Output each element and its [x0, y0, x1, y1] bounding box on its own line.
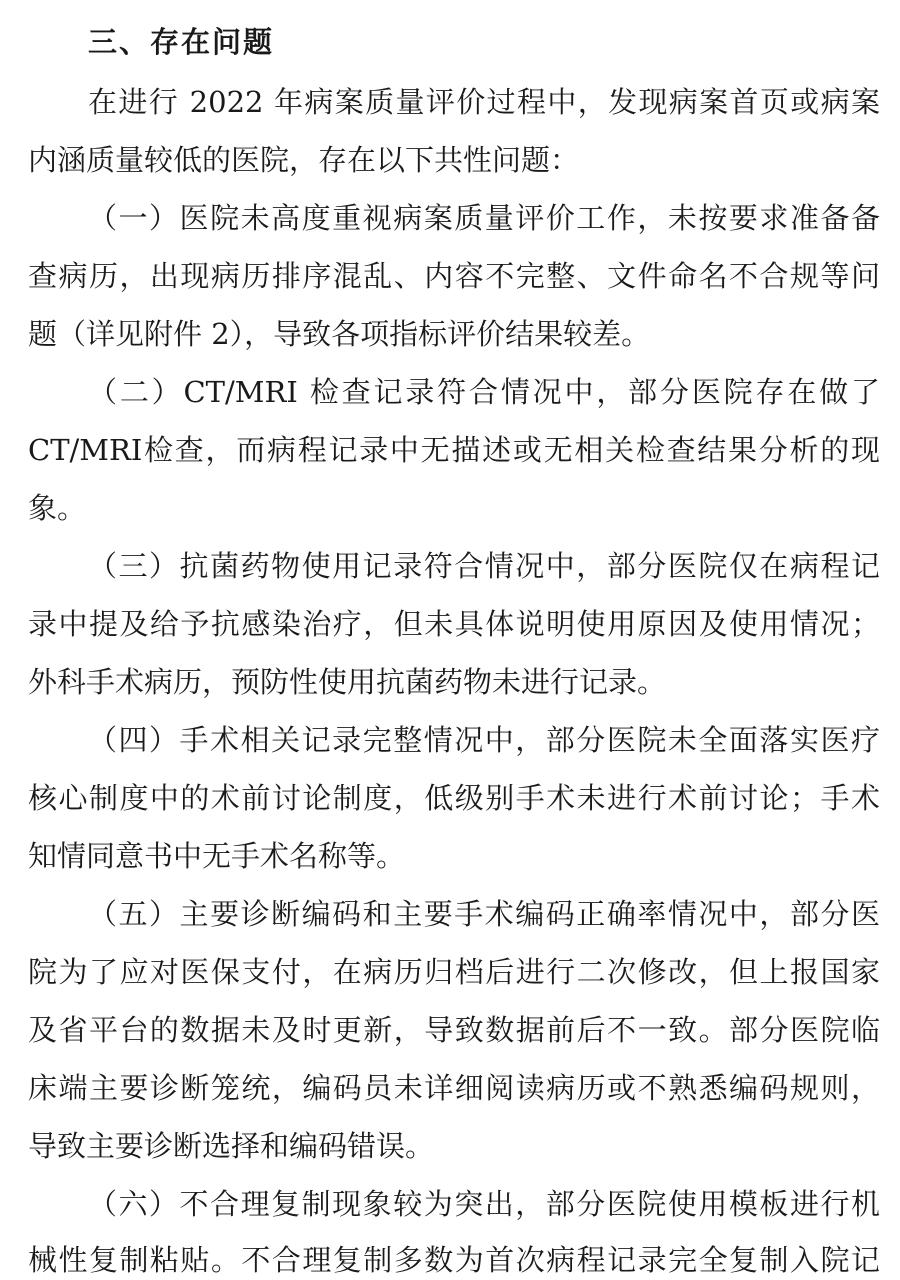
item-3-line-1: （三）抗菌药物使用记录符合情况中，部分医院仅在病程记	[88, 549, 880, 583]
item-5-line-3: 及省平台的数据未及时更新，导致数据前后不一致。部分医院临	[28, 1013, 880, 1047]
item-4-line-2: 核心制度中的术前讨论制度，低级别手术未进行术前讨论；手术	[28, 781, 880, 815]
intro-line-1: 在进行 2022 年病案质量评价过程中，发现病案首页或病案	[88, 85, 880, 119]
item-4-line-1: （四）手术相关记录完整情况中，部分医院未全面落实医疗	[88, 723, 880, 757]
item-6-line-1: （六）不合理复制现象较为突出，部分医院使用模板进行机	[88, 1187, 880, 1221]
item-5-line-1: （五）主要诊断编码和主要手术编码正确率情况中，部分医	[88, 897, 880, 931]
item-2-line-2: CT/MRI检查，而病程记录中无描述或无相关检查结果分析的现	[28, 433, 880, 467]
item-1-line-2: 查病历，出现病历排序混乱、内容不完整、文件命名不合规等问	[28, 259, 880, 293]
item-4-line-3: 知情同意书中无手术名称等。	[28, 839, 406, 873]
item-1-line-3: 题（详见附件 2），导致各项指标评价结果较差。	[28, 317, 651, 351]
item-2-line-3: 象。	[28, 491, 87, 525]
item-5-line-5: 导致主要诊断选择和编码错误。	[28, 1129, 435, 1163]
intro-line-2: 内涵质量较低的医院，存在以下共性问题：	[28, 143, 580, 177]
item-3-line-2: 录中提及给予抗感染治疗，但未具体说明使用原因及使用情况；	[28, 607, 880, 641]
section-title: 三、存在问题	[88, 25, 275, 59]
item-6-line-2: 械性复制粘贴。不合理复制多数为首次病程记录完全复制入院记	[28, 1243, 880, 1277]
item-2-line-1: （二）CT/MRI 检查记录符合情况中，部分医院存在做了	[88, 375, 880, 409]
item-3-line-3: 外科手术病历，预防性使用抗菌药物未进行记录。	[28, 665, 667, 699]
item-1-line-1: （一）医院未高度重视病案质量评价工作，未按要求准备备	[88, 201, 880, 235]
item-5-line-2: 院为了应对医保支付，在病历归档后进行二次修改，但上报国家	[28, 955, 880, 989]
item-5-line-4: 床端主要诊断笼统，编码员未详细阅读病历或不熟悉编码规则，	[28, 1071, 880, 1105]
